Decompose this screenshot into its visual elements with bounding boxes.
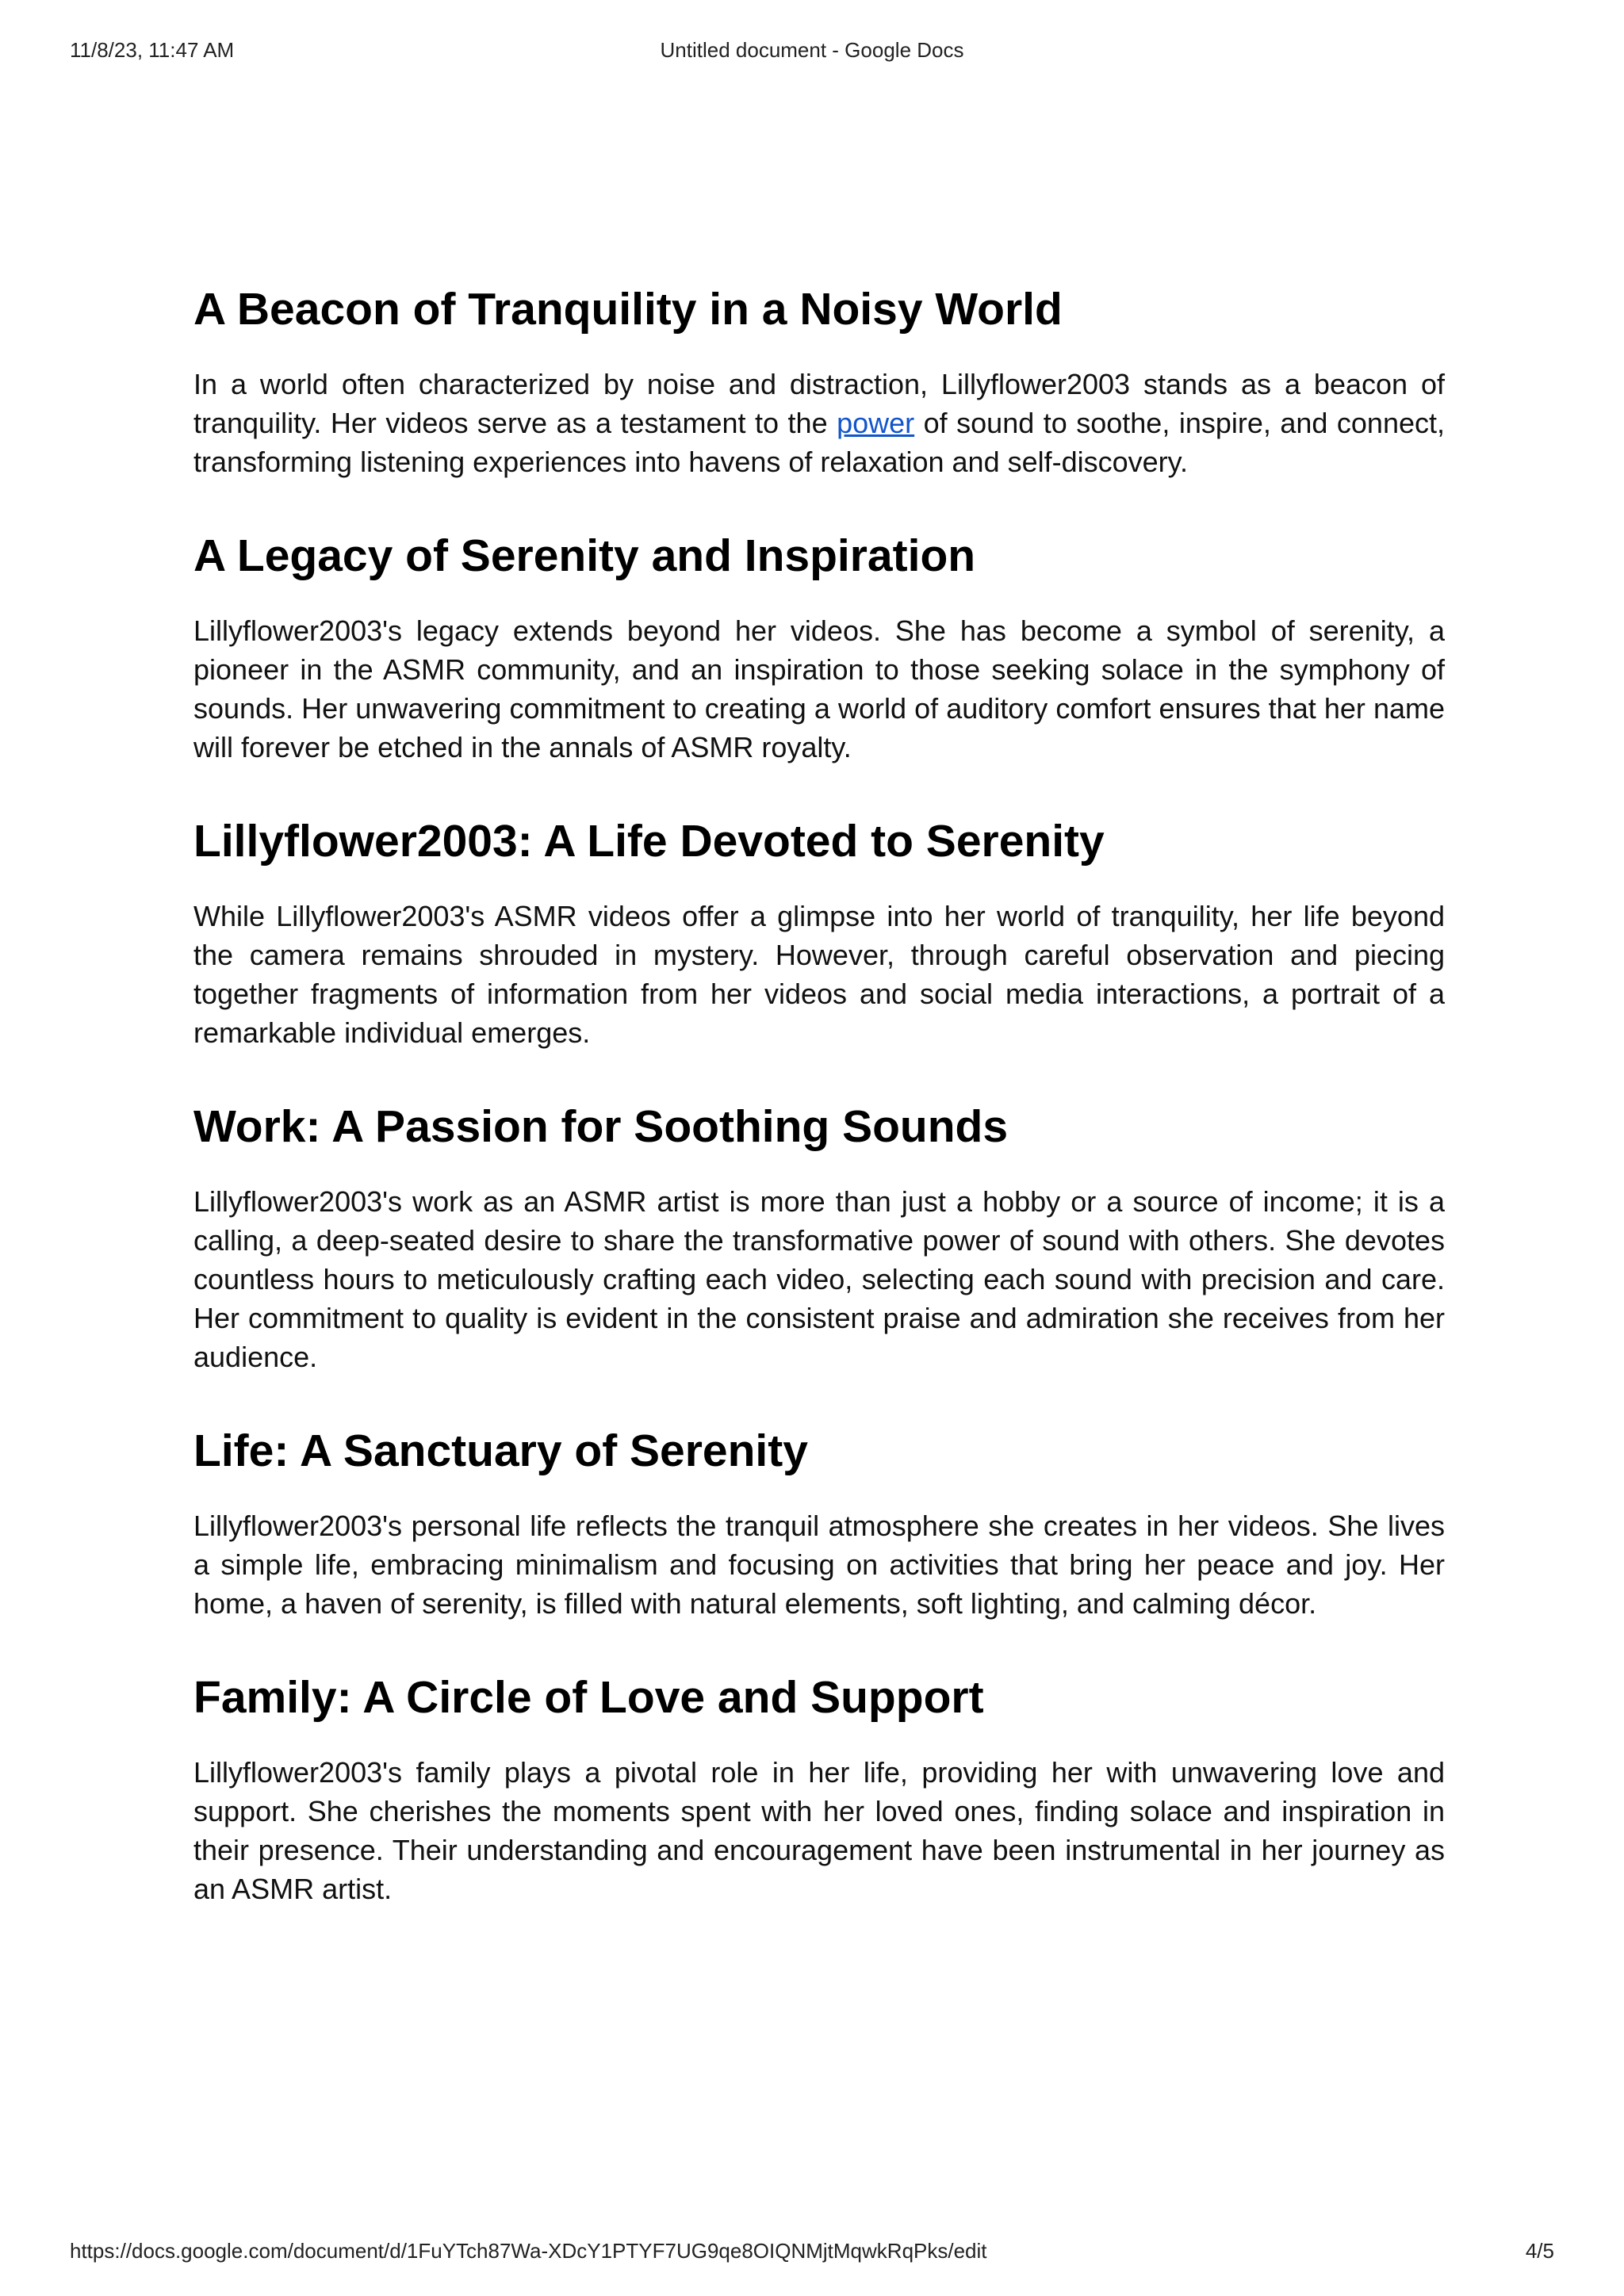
section-heading: Life: A Sanctuary of Serenity: [193, 1425, 808, 1476]
section-beacon: [193, 282, 1445, 481]
paragraph-text: of sound to soothe, inspire, and connect, transforming listening experiences into havens of relaxation and self-discovery.: [193, 407, 1445, 478]
section-paragraph: Lillyflower2003's legacy extends beyond her videos. She has become a symbol of serenity, a pioneer in the ASMR community, and an inspiration to those seeking solace in the symphony of sounds. Her unwavering commitment to creating a world of auditory comfort ensures that her name will forever be etched in the annals of ASMR royalty.: [193, 614, 1445, 763]
page-number: 4/5: [1525, 2239, 1554, 2263]
section-heading: A Legacy of Serenity and Inspiration: [193, 530, 976, 581]
section-heading: Family: A Circle of Love and Support: [193, 1672, 984, 1723]
section-life: [193, 1424, 1445, 1623]
section-paragraph: Lillyflower2003's personal life reflects the tranquil atmosphere she creates in her videos. She lives a simple life, embracing minimalism and focusing on activities that bring her peace and joy. Her home, a haven of serenity, is filled with natural elements, soft lighting, and calming décor.: [193, 1510, 1445, 1620]
section-paragraph: Lillyflower2003's work as an ASMR artist is more than just a hobby or a source of income; it is a calling, a deep-seated desire to share the transformative power of sound with others. She devotes countless hours to meticulously crafting each video, selecting each sound with precision and care. Her commitment to quality is evident in the consistent praise and admiration she receives from her audience.: [193, 1185, 1445, 1373]
print-header: [70, 38, 1554, 67]
document-title: Untitled document - Google Docs: [660, 38, 964, 62]
print-datetime: 11/8/23, 11:47 AM: [70, 38, 235, 62]
section-work: [193, 1100, 1445, 1376]
paragraph-text: In a world often characterized by noise and distraction, Lillyflower2003 stands as a beacon of tranquility. Her videos serve as a testament to the: [193, 368, 1445, 439]
section-heading: A Beacon of Tranquility in a Noisy World: [193, 284, 1063, 335]
section-family: [193, 1670, 1445, 1908]
section-paragraph: While Lillyflower2003's ASMR videos offer a glimpse into her world of tranquility, her life beyond the camera remains shrouded in mystery. However, through careful observation and piecing together fragments of information from her videos and social media interactions, a portrait of a remarkable individual emerges.: [193, 900, 1445, 1049]
section-heading: Work: A Passion for Soothing Sounds: [193, 1101, 1009, 1152]
section-heading: Lillyflower2003: A Life Devoted to Serenity: [193, 816, 1105, 867]
print-footer: [70, 2239, 1554, 2267]
section-paragraph: Lillyflower2003's family plays a pivotal role in her life, providing her with unwavering love and support. She cherishes the moments spent with her loved ones, finding solace and inspiration in their presence. Their understanding and encouragement have been instrumental in her journey as an ASMR artist.: [193, 1756, 1445, 1905]
power-link[interactable]: power: [837, 407, 915, 439]
section-life-devoted: [193, 814, 1445, 1052]
section-legacy: [193, 529, 1445, 767]
document-url: https://docs.google.com/document/d/1FuYTch87Wa-XDcY1PTYF7UG9qe8OIQNMjtMqwkRqPks/edit: [70, 2239, 987, 2263]
document-body: [193, 282, 1445, 1956]
section-paragraph: [193, 365, 1445, 481]
